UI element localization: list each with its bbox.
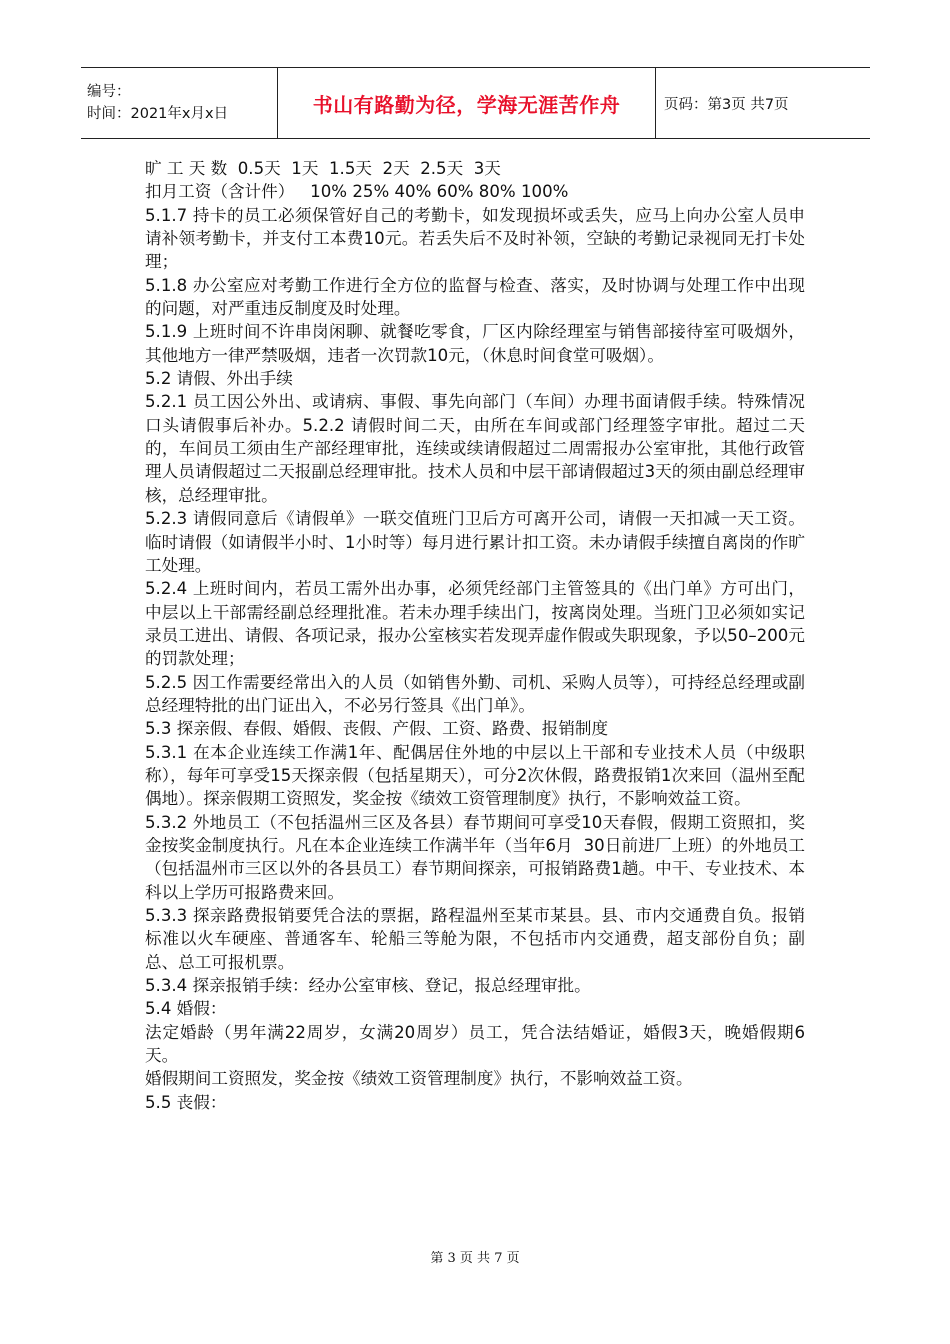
- paragraph: 5.2.4 上班时间内，若员工需外出办事，必须凭经部门主管签具的《出门单》方可出门，中层以上干部需经副总经理批准。若未办理手续出门，按离岗处理。当班门卫必须如实记录员工进出、请假、各项记录，报办公室核实若发现弄虚作假或失职现象，予以50–200元的罚款处理；: [145, 579, 805, 669]
- paragraph: 5.2.5 因工作需要经常出入的人员（如销售外勤、司机、采购人员等），可持经总经理或副总经理特批的出门证出入，不必另行签具《出门单》。: [145, 672, 805, 715]
- paragraph: 5.3.1 在本企业连续工作满1年、配偶居住外地的中层以上干部和专业技术人员（中级职称），每年可享受15天探亲假（包括星期天），可分2次休假，路费报销1次来回（温州至配偶地）。探亲假期工资照发，奖金按《绩效工资管理制度》执行，不影响效益工资。: [145, 742, 805, 809]
- paragraph: 5.2.1 员工因公外出、或请病、事假、事先向部门（车间）办理书面请假手续。特殊情况口头请假事后补办。5.2.2 请假时间二天，由所在车间或部门经理签字审批。超过二天的，车间员工须由生产部经理审批，连续或续请假超过二周需报办公室审批，其他行政管理人员请假超过二天报副总经理审批。技术人员和中层干部请假超过3天的须由副总经理审核，总经理审批。: [145, 392, 805, 505]
- document-number-label: 编号：: [87, 84, 131, 100]
- paragraph: 5.3.2 外地员工（不包括温州三区及各县）春节期间可享受10天春假，假期工资照扣，奖金按奖金制度执行。凡在本企业连续工作满半年（当年6月 30日前进厂上班）的外地员工（包括温州市三区以外的各县员工）春节期间探亲，可报销路费1趟。中干、专业技术、本科以上学历可报路费来回。: [145, 812, 805, 902]
- paragraph: 婚假期间工资照发，奖金按《绩效工资管理制度》执行，不影响效益工资。: [145, 1069, 693, 1089]
- paragraph: 5.1.7 持卡的员工必须保管好自己的考勤卡，如发现损坏或丢失，应马上向办公室人员申请补领考勤卡，并支付工本费10元。若丢失后不及时补领，空缺的考勤记录视同无打卡处理；: [145, 205, 805, 272]
- header-meta: [81, 68, 278, 138]
- document-time-label: 时间：2021年x月x日: [87, 106, 229, 122]
- page-footer: 第 3 页 共 7 页: [430, 1251, 520, 1266]
- section-heading: 5.5 丧假：: [145, 1092, 227, 1112]
- paragraph: 5.2.3 请假同意后《请假单》一联交值班门卫后方可离开公司，请假一天扣减一天工资。临时请假（如请假半小时、1小时等）每月进行累计扣工资。未办请假手续擅自离岗的作旷工处理。: [145, 509, 805, 575]
- page-header: [81, 67, 870, 139]
- paragraph: 旷 工 天 数 0.5天 1天 1.5天 2天 2.5天 3天: [145, 159, 501, 178]
- section-heading: 5.3 探亲假、春假、婚假、丧假、产假、工资、路费、报销制度: [145, 719, 609, 739]
- paragraph: 5.3.4 探亲报销手续：经办公室审核、登记，报总经理审批。: [145, 976, 591, 996]
- header-motto: 书山有路勤为径，学海无涯苦作舟: [278, 68, 656, 138]
- paragraph: 5.1.8 办公室应对考勤工作进行全方位的监督与检查、落实，及时协调与处理工作中出现的问题，对严重违反制度及时处理。: [145, 275, 805, 319]
- section-heading: 5.4 婚假：: [145, 999, 227, 1019]
- paragraph: 5.3.3 探亲路费报销要凭合法的票据，路程温州至某市某县。县、市内交通费自负。报销标准以火车硬座、普通客车、轮船三等舱为限，不包括市内交通费，超支部份自负；副总、总工可报机票。: [145, 906, 805, 972]
- document-body: [145, 157, 805, 1114]
- paragraph: 扣月工资（含计件） 10% 25% 40% 60% 80% 100%: [145, 182, 569, 202]
- header-page-number: 页码：第3页 共7页: [664, 96, 789, 113]
- paragraph: 5.1.9 上班时间不许串岗闲聊、就餐吃零食，厂区内除经理室与销售部接待室可吸烟外，其他地方一律严禁吸烟，违者一次罚款10元，（休息时间食堂可吸烟）。: [145, 322, 805, 365]
- paragraph: 法定婚龄（男年满22周岁，女满20周岁）员工，凭合法结婚证，婚假3天，晚婚假期6天。: [145, 1022, 805, 1066]
- section-heading: 5.2 请假、外出手续: [145, 369, 293, 389]
